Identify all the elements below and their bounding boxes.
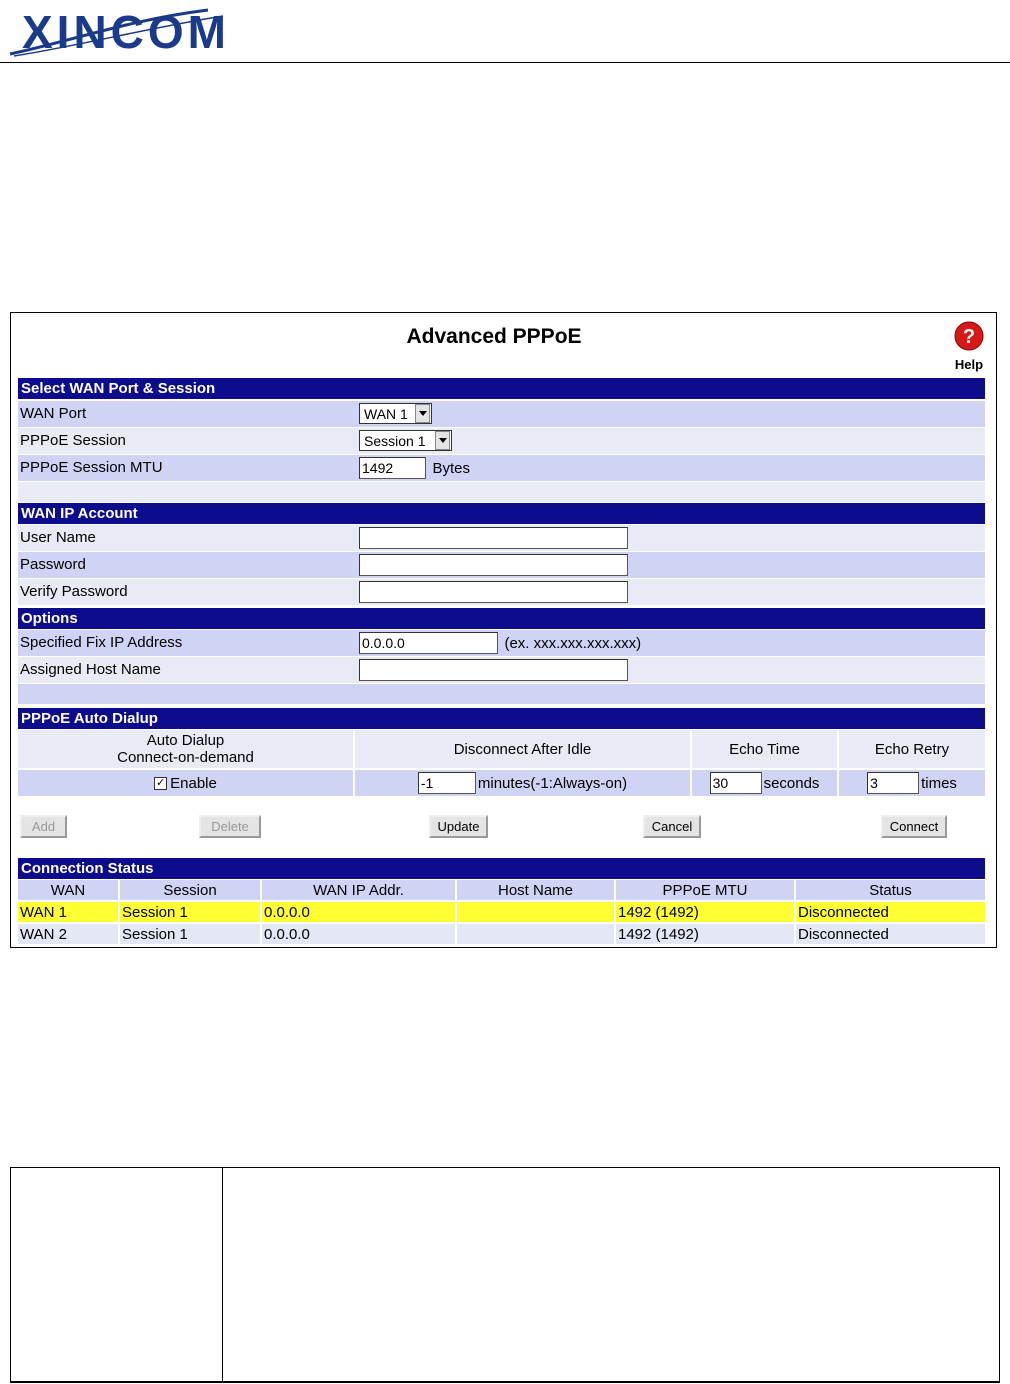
cell-status: Disconnected <box>796 924 985 944</box>
echo-retry-cell <box>839 770 985 796</box>
echo-time-cell <box>692 770 837 796</box>
fix-ip-hint: (ex. xxx.xxx.xxx.xxx) <box>504 634 642 652</box>
host-name-row <box>18 657 985 683</box>
table-row[interactable] <box>18 902 985 922</box>
wan-ip-account-header: WAN IP Account <box>18 503 985 524</box>
action-buttons <box>18 815 985 839</box>
status-col-status: Status <box>796 880 985 900</box>
cancel-button[interactable]: Cancel <box>643 815 701 838</box>
echo-time-unit: seconds <box>763 774 820 792</box>
header-divider <box>0 62 1010 63</box>
verify-password-row <box>18 579 985 605</box>
fix-ip-label: Specified Fix IP Address <box>20 634 183 651</box>
pppoe-session-row <box>18 428 985 454</box>
connect-button[interactable]: Connect <box>881 815 947 838</box>
pppoe-session-select[interactable]: Session 1 <box>359 430 452 451</box>
delete-button[interactable]: Delete <box>199 815 261 838</box>
svg-text:?: ? <box>962 326 976 348</box>
cell-host-name <box>457 902 614 922</box>
col-auto-dialup: Auto Dialup Connect-on-demand <box>18 730 353 768</box>
spacer-row <box>18 482 985 502</box>
password-row <box>18 552 985 578</box>
wan-port-section-header: Select WAN Port & Session <box>18 378 985 399</box>
wan-port-select[interactable]: WAN 1 <box>359 403 432 424</box>
cell-status: Disconnected <box>796 902 985 922</box>
cell-wan: WAN 1 <box>18 902 118 922</box>
pppoe-session-label: PPPoE Session <box>20 432 126 449</box>
password-label: Password <box>20 556 86 573</box>
enable-label: Enable <box>170 774 217 792</box>
options-header: Options <box>18 608 985 629</box>
enable-checkbox[interactable]: ✓ <box>156 776 166 789</box>
status-col-session: Session <box>120 880 260 900</box>
page-title: Advanced PPPoE <box>406 325 582 348</box>
add-button[interactable]: Add <box>20 815 67 838</box>
chevron-down-icon <box>435 431 450 450</box>
cell-wan-ip: 0.0.0.0 <box>262 902 455 922</box>
host-name-input[interactable] <box>359 659 628 681</box>
cell-session: Session 1 <box>120 902 260 922</box>
table-divider <box>222 1168 223 1381</box>
spacer-row <box>18 684 985 704</box>
echo-time-input[interactable]: 30 <box>710 772 762 794</box>
update-button[interactable]: Update <box>429 815 488 838</box>
idle-cell <box>355 770 690 796</box>
verify-password-label: Verify Password <box>20 583 128 600</box>
status-col-host-name: Host Name <box>457 880 614 900</box>
idle-unit: minutes(-1:Always-on) <box>477 774 628 792</box>
svg-text:XINCOM: XINCOM <box>22 6 230 58</box>
fix-ip-input[interactable]: 0.0.0.0 <box>359 632 498 654</box>
username-input[interactable] <box>359 527 628 549</box>
username-label: User Name <box>20 529 96 546</box>
status-col-mtu: PPPoE MTU <box>616 880 794 900</box>
advanced-pppoe-panel <box>10 312 997 948</box>
mtu-unit: Bytes <box>432 459 470 477</box>
mtu-label: PPPoE Session MTU <box>20 459 163 476</box>
help-icon <box>954 321 984 351</box>
cell-wan-ip: 0.0.0.0 <box>262 924 455 944</box>
wan-port-row <box>18 401 985 427</box>
fix-ip-row <box>18 630 985 656</box>
wan-port-label: WAN Port <box>20 405 87 422</box>
echo-retry-unit: times <box>921 774 957 792</box>
status-col-wan: WAN <box>18 880 118 900</box>
cell-host-name <box>457 924 614 944</box>
cell-mtu: 1492 (1492) <box>616 924 794 944</box>
auto-dialup-header: PPPoE Auto Dialup <box>18 708 985 729</box>
mtu-input[interactable]: 1492 <box>359 457 426 479</box>
enable-cell <box>18 770 353 796</box>
col-echo-retry: Echo Retry <box>839 730 985 768</box>
xincom-logo <box>8 2 318 58</box>
idle-input[interactable]: -1 <box>418 772 476 794</box>
mtu-row <box>18 455 985 481</box>
cell-wan: WAN 2 <box>18 924 118 944</box>
table-row[interactable] <box>18 924 985 944</box>
echo-retry-input[interactable]: 3 <box>867 772 919 794</box>
chevron-down-icon <box>415 404 430 423</box>
status-col-wan-ip: WAN IP Addr. <box>262 880 455 900</box>
help-label: Help <box>954 357 984 372</box>
status-table-header <box>18 880 985 900</box>
connection-status-header: Connection Status <box>18 858 985 879</box>
cell-session: Session 1 <box>120 924 260 944</box>
document-table <box>10 1167 1000 1383</box>
username-row <box>18 525 985 551</box>
auto-dialup-column-headers <box>18 730 985 768</box>
host-name-label: Assigned Host Name <box>20 661 161 678</box>
verify-password-input[interactable] <box>359 581 628 603</box>
col-disconnect-idle: Disconnect After Idle <box>355 730 690 768</box>
cell-mtu: 1492 (1492) <box>616 902 794 922</box>
auto-dialup-values <box>18 770 985 796</box>
help-button[interactable] <box>951 321 987 372</box>
password-input[interactable] <box>359 554 628 576</box>
col-echo-time: Echo Time <box>692 730 837 768</box>
